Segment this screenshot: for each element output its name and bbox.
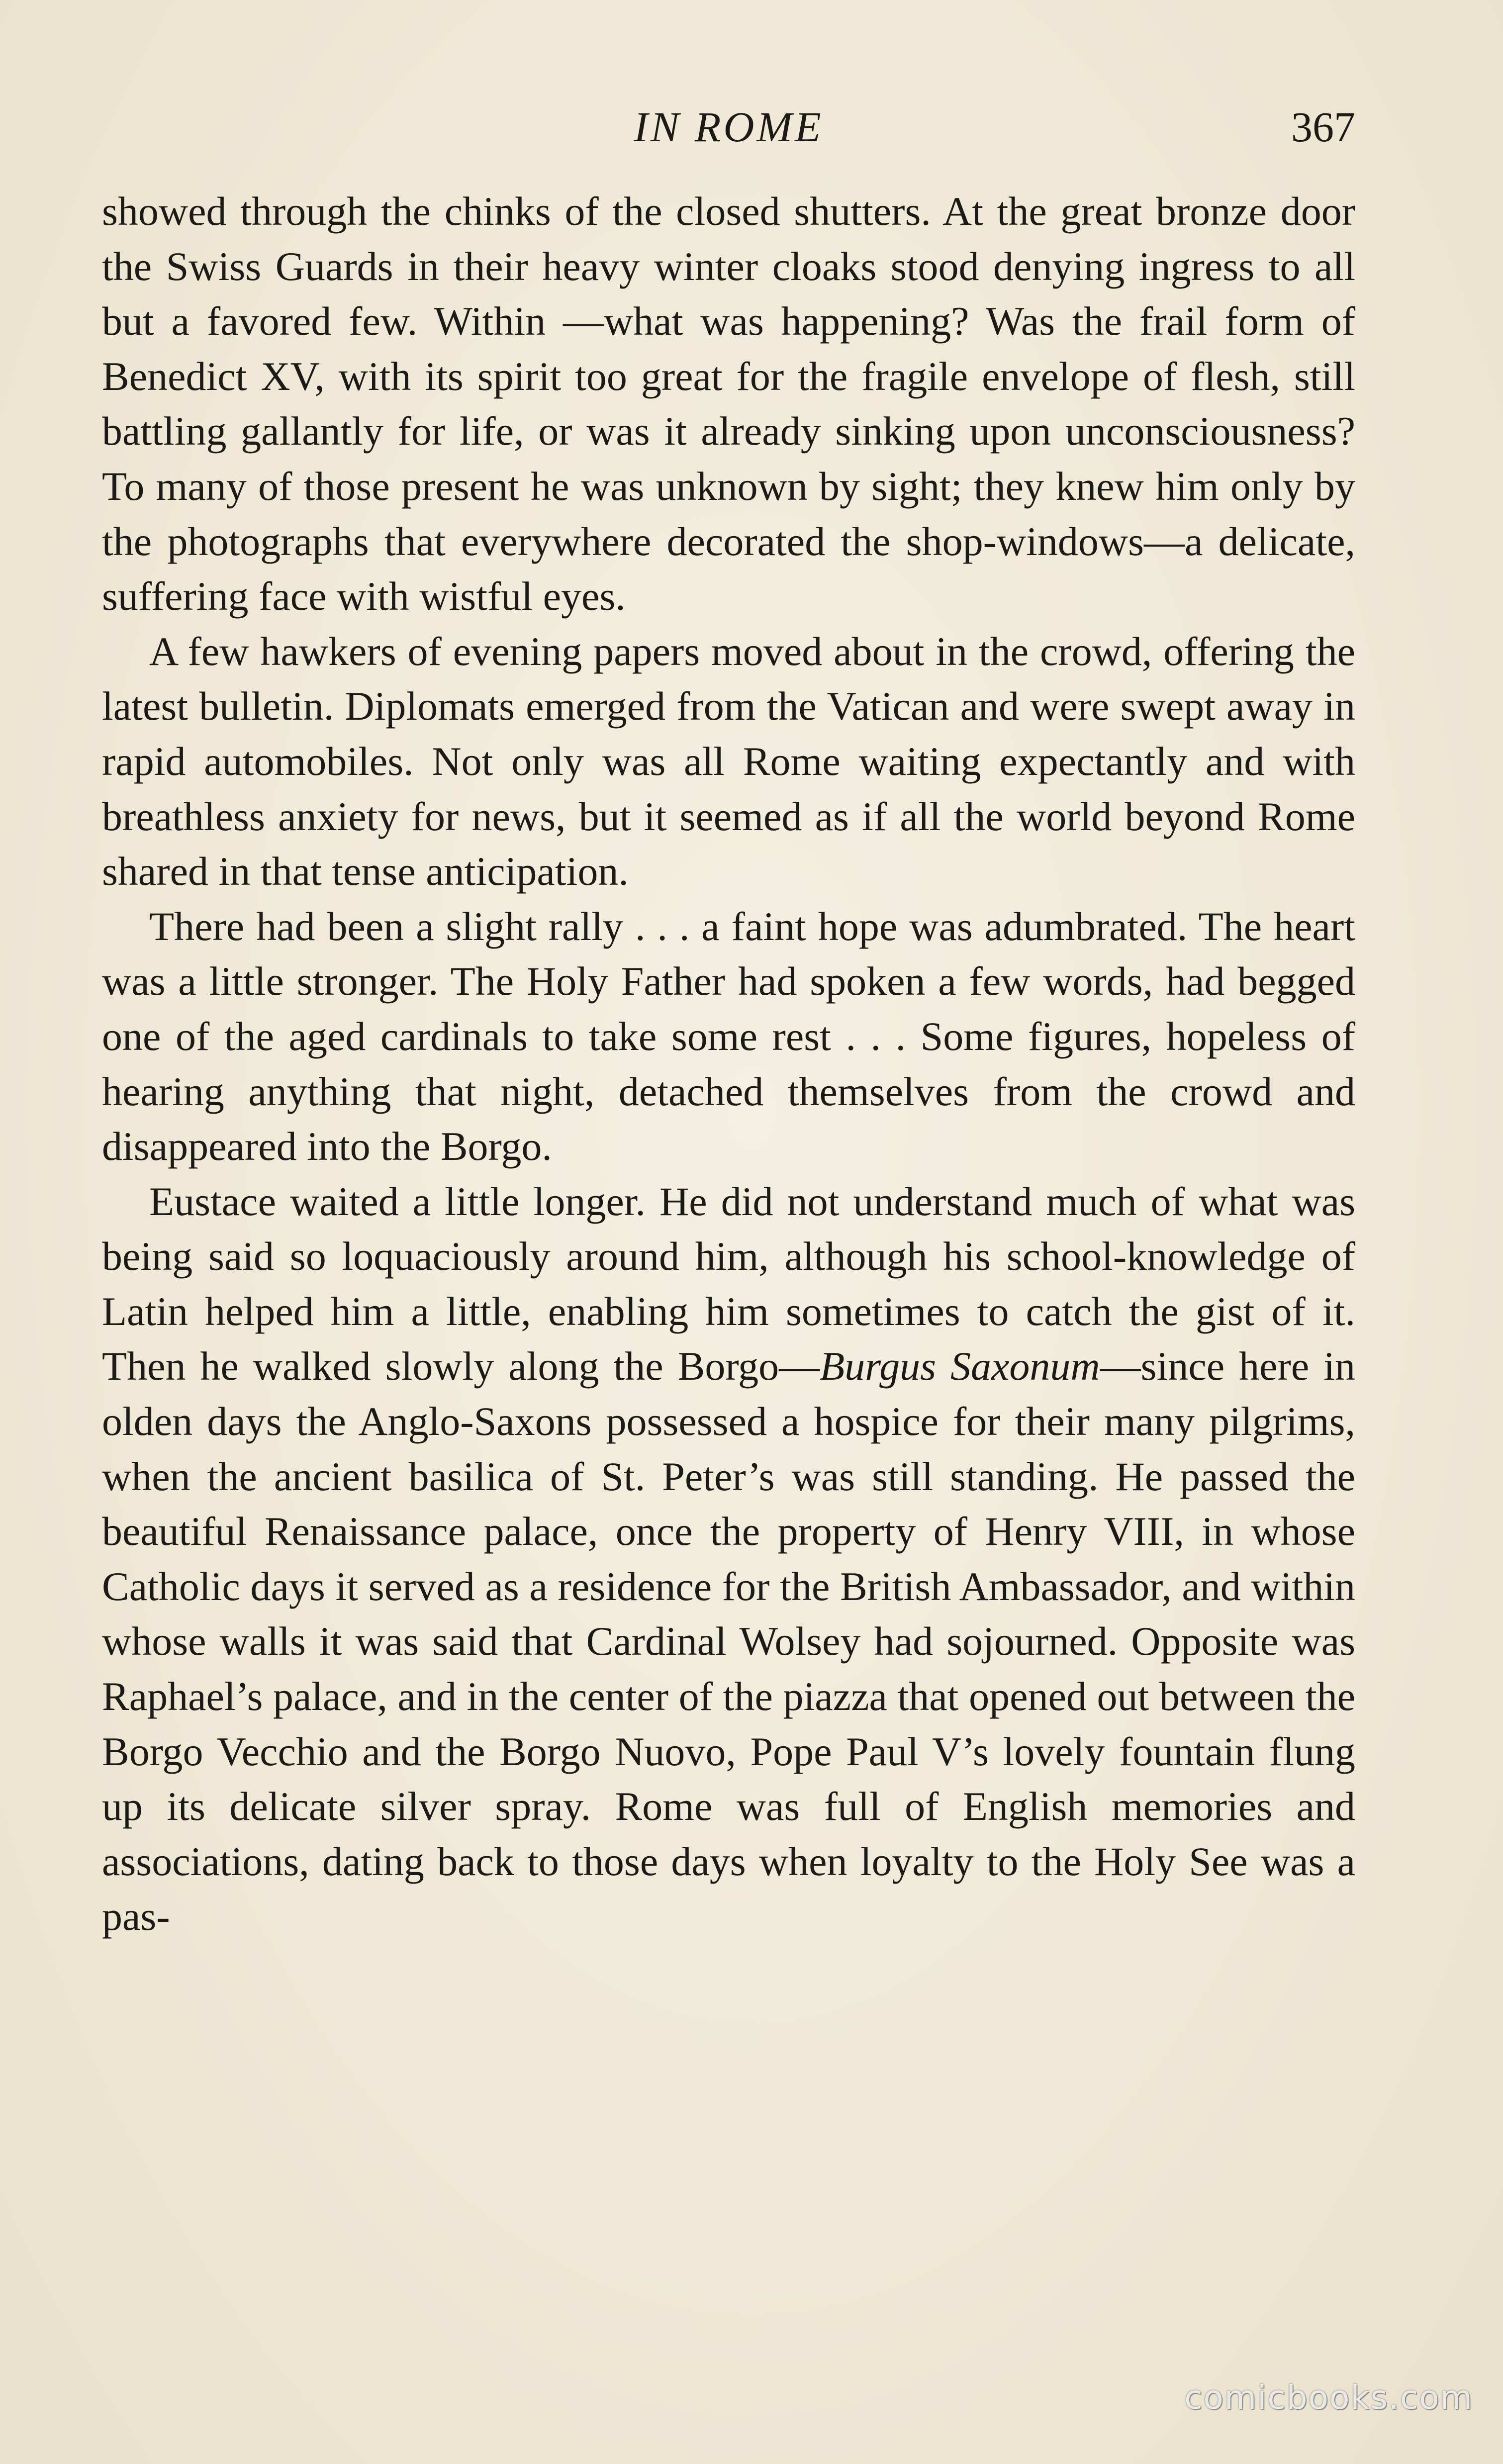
italic-phrase: Burgus Saxonum [820, 1343, 1100, 1389]
paragraph-1: showed through the chinks of the closed shutters. At the great bronze door the Swiss Guards in their heavy winter cloaks stood denying ingress to all but a favored few. Within —what was happening? Was the frail form of Benedict XV, with its spirit too great for the fragile envelope of flesh, still battling gallantly for life, or was it already sinking upon unconsciousness? To many of those present he was unknown by sight; they knew him only by the photographs that everywhere decorated the shop-windows—a delicate, suffering face with wistful eyes. [102, 189, 1355, 619]
paragraph-4-text-after: —since here in olden days the Anglo-Saxons possessed a hospice for their many pilgrims, when the ancient basilica of St. Peter’s was still standing. He passed the beautiful Renaissance palace, once the property of Henry VIII, in whose Catholic days it served as a residence for the British Ambassador, and within whose walls it was said that Cardinal Wolsey had sojourned. Opposite was Raphael’s palace, and in the center of the piazza that opened out between the Borgo Vecchio and the Borgo Nuovo, Pope Paul V’s lovely fountain flung up its delicate silver spray. Rome was full of English memories and associations, dating back to those days when loyalty to the Holy See was a pas- [102, 1343, 1355, 1939]
running-head [102, 95, 1355, 159]
body-text [102, 184, 1355, 1944]
paragraph-2: A few hawkers of evening papers moved about in the crowd, offering the latest bulletin. Diplomats emerged from the Vatican and were swept away in rapid automobiles. Not only was all Rome waiting expectantly and with breathless anxiety for news, but it seemed as if all the world beyond Rome shared in that tense anticipation. [102, 628, 1355, 894]
paragraph-4 [102, 1174, 1355, 1944]
paragraph-4-text-before: Eustace waited a little longer. He did not understand much of what was being said so loquaciously around him, although his school-knowledge of Latin helped him a little, enabling him sometimes to catch the gist of it. Then he walked slowly along the Borgo— [102, 1178, 1355, 1389]
watermark: comicbooks.com [1184, 2378, 1473, 2417]
page-number: 367 [1291, 103, 1355, 151]
running-title: IN ROME [634, 103, 824, 151]
paragraph-3: There had been a slight rally . . . a faint hope was adumbrated. The heart was a little stronger. The Holy Father had spoken a few words, had begged one of the aged cardinals to take some rest . . . Some figures, hopeless of hearing anything that night, detached themselves from the crowd and disappeared into the Borgo. [102, 903, 1355, 1169]
